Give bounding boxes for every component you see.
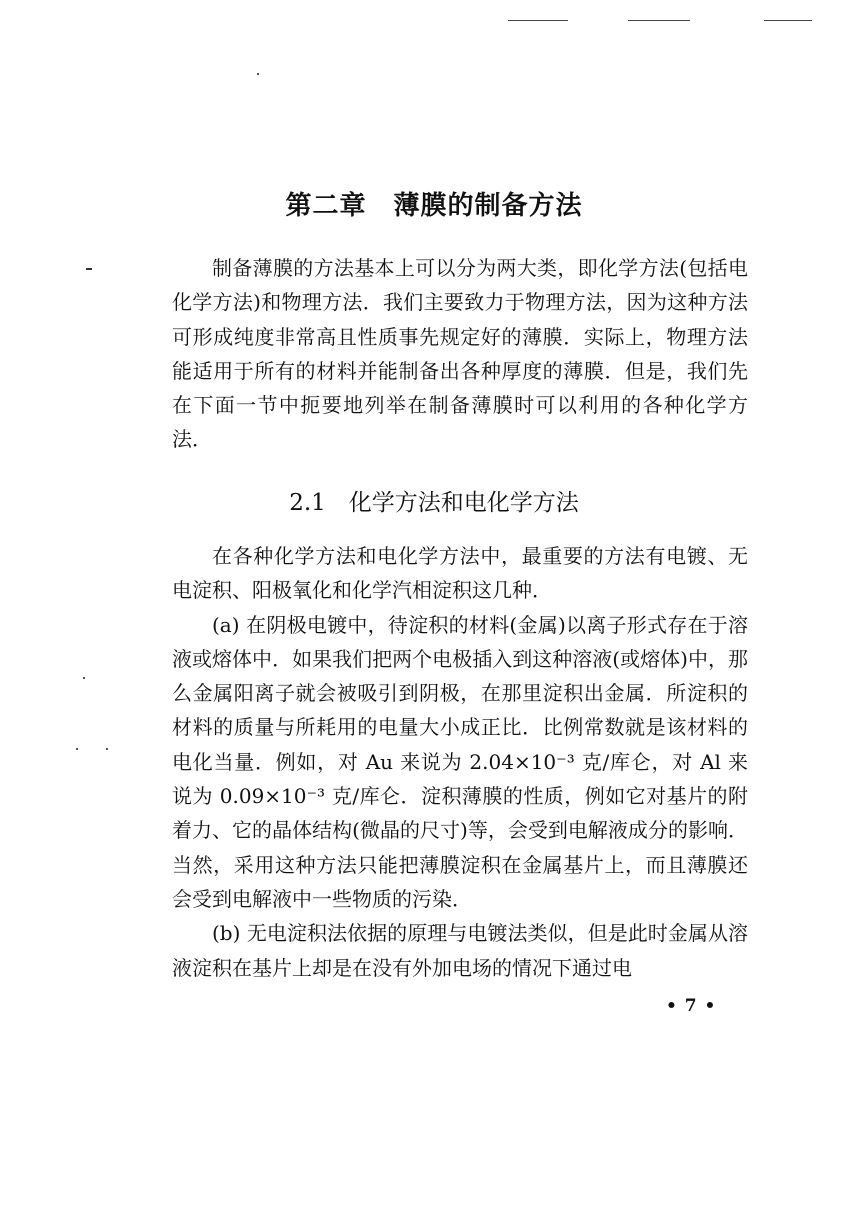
section-title: 2.1 化学方法和电化学方法: [289, 490, 579, 516]
scan-speck: [76, 748, 78, 750]
top-rule-middle: [628, 20, 690, 21]
scan-speck: [257, 73, 259, 75]
paragraph-electroless: (b) 无电淀积法依据的原理与电镀法类似，但是此时金属从溶液淀积在基片上却是在没有外加电场的情况下通过电: [172, 921, 748, 980]
section-body: [172, 539, 748, 985]
intro-text: [172, 251, 748, 457]
top-rule-left: [508, 20, 568, 21]
scan-mark: [86, 268, 92, 270]
paragraph-overview: 在各种化学方法和电化学方法中，最重要的方法有电镀、无电淀积、阳极氧化和化学汽相淀积这几种．: [172, 544, 748, 603]
top-rule-right: [764, 20, 812, 21]
intro-paragraph: 制备薄膜的方法基本上可以分为两大类，即化学方法(包括电化学方法)和物理方法．我们主要致力于物理方法，因为这种方法可形成纯度非常高且性质事先规定好的薄膜．实际上，物理方法能适用于所有的材料并能制备出各种厚度的薄膜．但是，我们先在下面一节中扼要地列举在制备薄膜时可以利用的各种化学方法．: [172, 256, 748, 452]
scan-speck: [106, 748, 108, 750]
scan-speck: [83, 677, 85, 679]
chapter-title: 第二章 薄膜的制备方法: [285, 191, 583, 221]
paragraph-electroplating: (a) 在阴极电镀中，待淀积的材料(金属)以离子形式存在于溶液或熔体中．如果我们把两个电极插入到这种溶液(或熔体)中，那么金属阳离子就会被吸引到阴极，在那里淀积出金属．所淀积的材料的质量与所耗用的电量大小成正比．比例常数就是该材料的电化当量．例如，对 Au 来说为 2.04×10⁻³ 克/库仑，对 Al 来说为 0.09×10⁻³ 克/库仑．淀积薄膜的性质，例如它对基片的附着力、它的晶体结构(微晶的尺寸)等，会受到电解液成分的影响．当然，采用这种方法只能把薄膜淀积在金属基片上，而且薄膜还会受到电解液中一些物质的污染．: [172, 612, 748, 911]
page-number: • 7 •: [666, 996, 717, 1016]
